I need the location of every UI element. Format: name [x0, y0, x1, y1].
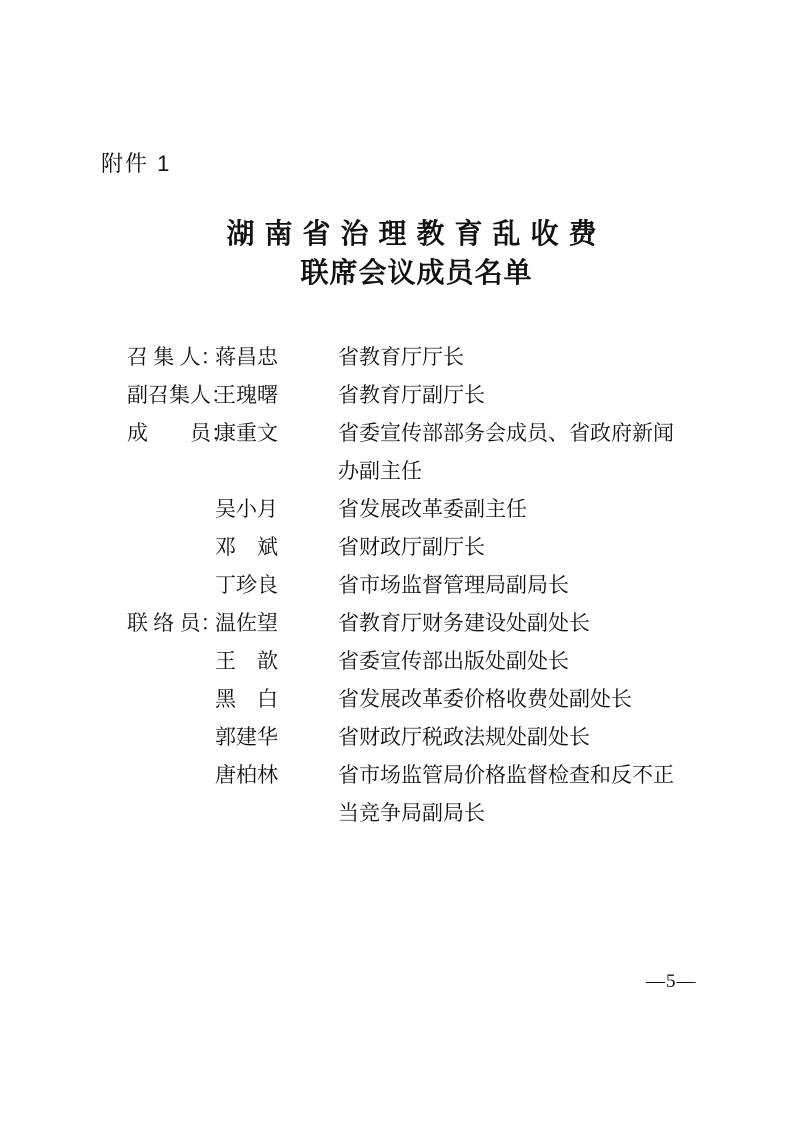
member-name: 温佐望 [215, 611, 278, 635]
member-title-line: 省市场监督管理局副局长 [338, 573, 569, 597]
member-row [127, 414, 687, 490]
member-row [127, 338, 687, 376]
member-name: 王瑰曙 [215, 383, 278, 407]
member-title [338, 414, 687, 490]
member-row [127, 604, 687, 642]
member-title [338, 376, 687, 414]
member-title-line: 省财政厅税政法规处副处长 [338, 725, 590, 749]
member-row [127, 490, 687, 528]
member-title-line: 省发展改革委价格收费处副处长 [338, 687, 632, 711]
member-title-line: 省市场监管局价格监督检查和反不正 [338, 763, 674, 787]
member-row [127, 528, 687, 566]
member-name: 邓 斌 [215, 535, 278, 559]
page-number: —5— [646, 971, 697, 992]
attachment-label: 附件 1 [101, 151, 172, 176]
role-label: 召 集 人： [127, 345, 222, 369]
member-title [338, 756, 687, 832]
member-name: 唐柏林 [215, 763, 278, 787]
member-row [127, 718, 687, 756]
member-title [338, 642, 687, 680]
member-title [338, 718, 687, 756]
member-title-line: 当竞争局副局长 [338, 801, 485, 825]
role-label: 副召集人： [127, 383, 232, 407]
member-name: 康重文 [215, 421, 278, 445]
member-title-line: 省财政厅副厅长 [338, 535, 485, 559]
document-title-line1: 湖南省治理教育乱收费 [226, 219, 607, 250]
member-row [127, 376, 687, 414]
member-row [127, 756, 687, 832]
member-title-line: 省发展改革委副主任 [338, 497, 527, 521]
member-title-line: 省委宣传部部务会成员、省政府新闻 [338, 421, 674, 445]
member-title-line: 办副主任 [338, 459, 422, 483]
member-title [338, 528, 687, 566]
member-title [338, 490, 687, 528]
member-list [127, 338, 687, 832]
member-title [338, 338, 687, 376]
member-title-line: 省教育厅副厅长 [338, 383, 485, 407]
member-row [127, 642, 687, 680]
member-title [338, 680, 687, 718]
role-label: 成 员： [127, 421, 232, 445]
member-name: 郭建华 [215, 725, 278, 749]
member-row [127, 566, 687, 604]
document-title [40, 216, 793, 294]
member-title-line: 省教育厅财务建设处副处长 [338, 611, 590, 635]
member-name: 蒋昌忠 [215, 345, 278, 369]
member-row [127, 680, 687, 718]
member-title [338, 566, 687, 604]
document-title-line2: 联席会议成员名单 [300, 258, 533, 289]
member-title-line: 省委宣传部出版处副处长 [338, 649, 569, 673]
member-name: 王 歆 [215, 649, 278, 673]
member-name: 吴小月 [215, 497, 278, 521]
member-name: 黑 白 [215, 687, 278, 711]
member-title [338, 604, 687, 642]
member-name: 丁珍良 [215, 573, 278, 597]
member-title-line: 省教育厅厅长 [338, 345, 464, 369]
role-label: 联 络 员： [127, 611, 222, 635]
